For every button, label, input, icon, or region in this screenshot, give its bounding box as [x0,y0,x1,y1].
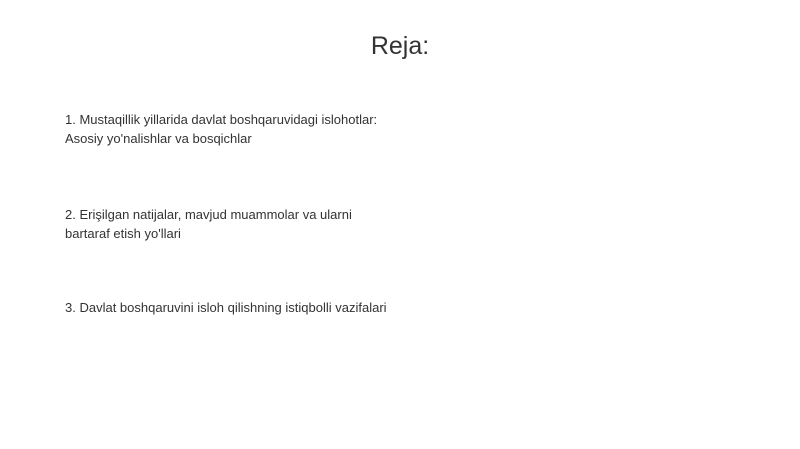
plan-item-2 [65,205,425,243]
plan-item-1 [65,110,425,148]
plan-item-3-line-1: 3. Davlat boshqaruvini isloh qilishning istiqbolli vazifalari [65,300,387,315]
plan-item-2-line-1: 2. Erişilgan natijalar, mavjud muammolar va ularni [65,207,352,222]
plan-item-1-line-1: 1. Mustaqillik yillarida davlat boshqaruvidagi islohotlar: [65,112,378,127]
plan-item-3 [65,298,425,317]
plan-item-2-line-2: bartaraf etish yo'llari [65,226,181,241]
slide-title: Reja: [370,32,430,60]
plan-item-1-line-2: Asosiy yo'nalishlar va bosqichlar [65,131,252,146]
